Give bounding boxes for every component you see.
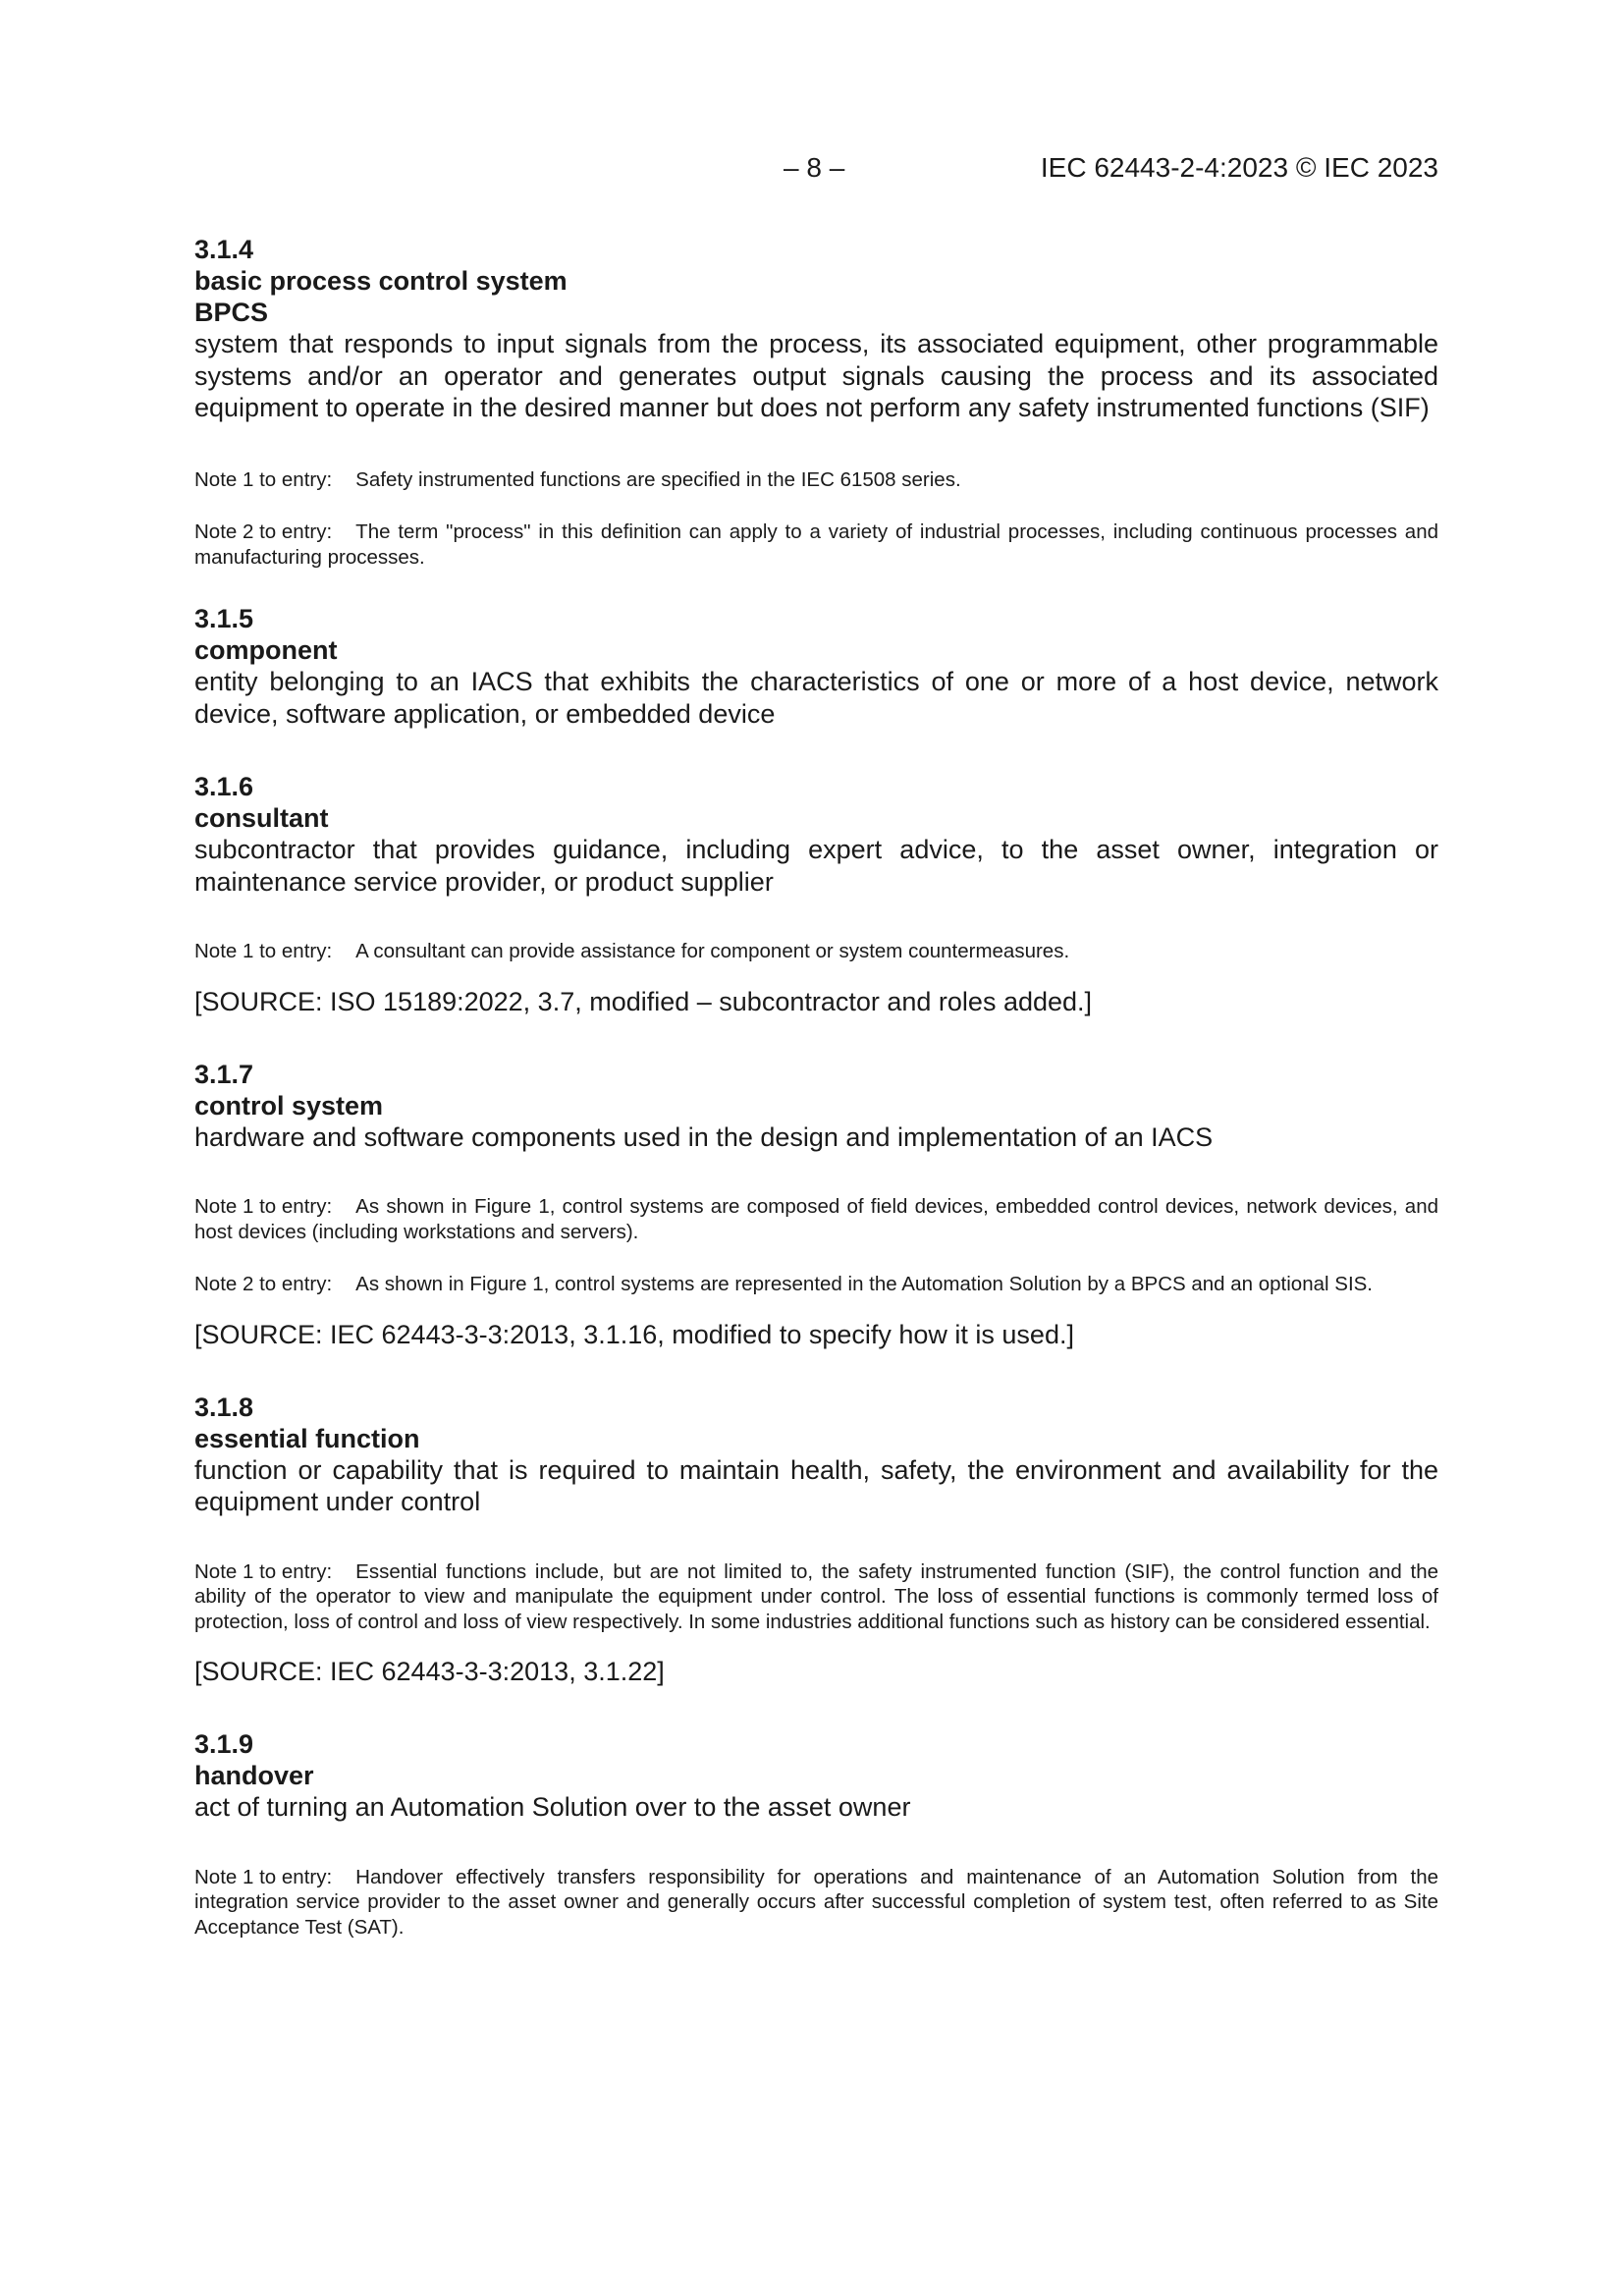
- note-text: Safety instrumented functions are specified in the IEC 61508 series.: [355, 467, 961, 491]
- entry-term: basic process control system: [194, 266, 568, 296]
- note-label: Note 1 to entry:: [194, 1865, 333, 1888]
- note-label: Note 1 to entry:: [194, 467, 333, 491]
- page-number: – 8 –: [784, 152, 845, 183]
- entry-number: 3.1.4: [194, 235, 254, 264]
- note-text: As shown in Figure 1, control systems are represented in the Automation Solution by a BPCS and an optional SIS.: [355, 1273, 1374, 1295]
- entry-number: 3.1.7: [194, 1059, 254, 1089]
- entry-number: 3.1.9: [194, 1729, 254, 1759]
- entry-source: [SOURCE: ISO 15189:2022, 3.7, modified – subcontractor and roles added.]: [194, 986, 1093, 1016]
- entry-note: [194, 519, 1438, 570]
- entry-term: component: [194, 635, 338, 665]
- page-header: [0, 152, 1623, 191]
- entry-3-1-5: [194, 603, 1438, 730]
- entry-definition: function or capability that is required to maintain health, safety, the environment and availability for the equipment under control: [194, 1454, 1438, 1516]
- entry-note: [194, 939, 1438, 964]
- entry-definition: subcontractor that provides guidance, including expert advice, to the asset owner, integration or maintenance service provider, or product supplier: [194, 835, 1438, 897]
- entry-definition: act of turning an Automation Solution over to the asset owner: [194, 1792, 911, 1822]
- note-label: Note 1 to entry:: [194, 1559, 333, 1583]
- entry-note: [194, 467, 1438, 493]
- entry-number: 3.1.5: [194, 604, 254, 633]
- note-label: Note 1 to entry:: [194, 940, 333, 962]
- note-label: Note 1 to entry:: [194, 1195, 333, 1218]
- entry-3-1-7: [194, 1059, 1438, 1350]
- entry-term: essential function: [194, 1423, 420, 1453]
- note-text: The term "process" in this definition can apply to a variety of industrial processes, including continuous processes and manufacturing processes.: [194, 520, 1438, 569]
- note-label: Note 2 to entry:: [194, 520, 333, 543]
- entry-3-1-9: [194, 1728, 1438, 1940]
- entry-term: consultant: [194, 803, 329, 833]
- entry-source: [SOURCE: IEC 62443-3-3:2013, 3.1.16, modified to specify how it is used.]: [194, 1319, 1074, 1349]
- entry-abbreviation: BPCS: [194, 298, 269, 327]
- entry-number: 3.1.8: [194, 1392, 254, 1422]
- document-body: [194, 234, 1438, 1940]
- note-text: A consultant can provide assistance for component or system countermeasures.: [355, 940, 1070, 962]
- entry-definition: entity belonging to an IACS that exhibits the characteristics of one or more of a host device, network device, software application, or embedded device: [194, 667, 1438, 729]
- entry-number: 3.1.6: [194, 772, 254, 801]
- entry-3-1-4: [194, 234, 1438, 570]
- entry-3-1-8: [194, 1392, 1438, 1688]
- entry-note: [194, 1272, 1438, 1297]
- note-text: As shown in Figure 1, control systems are composed of field devices, embedded control devices, network devices, and host devices (including workstations and servers).: [194, 1195, 1438, 1243]
- note-text: Essential functions include, but are not limited to, the safety instrumented function (SIF), the control function and the ability of the operator to view and manipulate the equipment under control. The loss of essential functions is commonly termed loss of protection, loss of control and loss of view respectively. In some industries additional functions such as history can be considered essential.: [194, 1559, 1438, 1633]
- entry-source: [SOURCE: IEC 62443-3-3:2013, 3.1.22]: [194, 1657, 665, 1686]
- document-id: IEC 62443-2-4:2023 © IEC 2023: [1040, 152, 1438, 183]
- entry-note: [194, 1559, 1438, 1635]
- entry-term: handover: [194, 1761, 314, 1790]
- entry-note: [194, 1194, 1438, 1244]
- note-text: Handover effectively transfers responsibility for operations and maintenance of an Automation Solution from the integration service provider to the asset owner and generally occurs after successful completion of system test, often referred to as Site Acceptance Test (SAT).: [194, 1865, 1438, 1939]
- entry-3-1-6: [194, 771, 1438, 1017]
- entry-definition: system that responds to input signals from the process, its associated equipment, other programmable systems and/or an operator and generates output signals causing the process and its associated equipment to operate in the desired manner but does not perform any safety instrumented functions (SIF): [194, 329, 1438, 422]
- entry-definition: hardware and software components used in the design and implementation of an IACS: [194, 1121, 1214, 1152]
- entry-note: [194, 1865, 1438, 1941]
- note-label: Note 2 to entry:: [194, 1273, 333, 1295]
- entry-term: control system: [194, 1090, 384, 1121]
